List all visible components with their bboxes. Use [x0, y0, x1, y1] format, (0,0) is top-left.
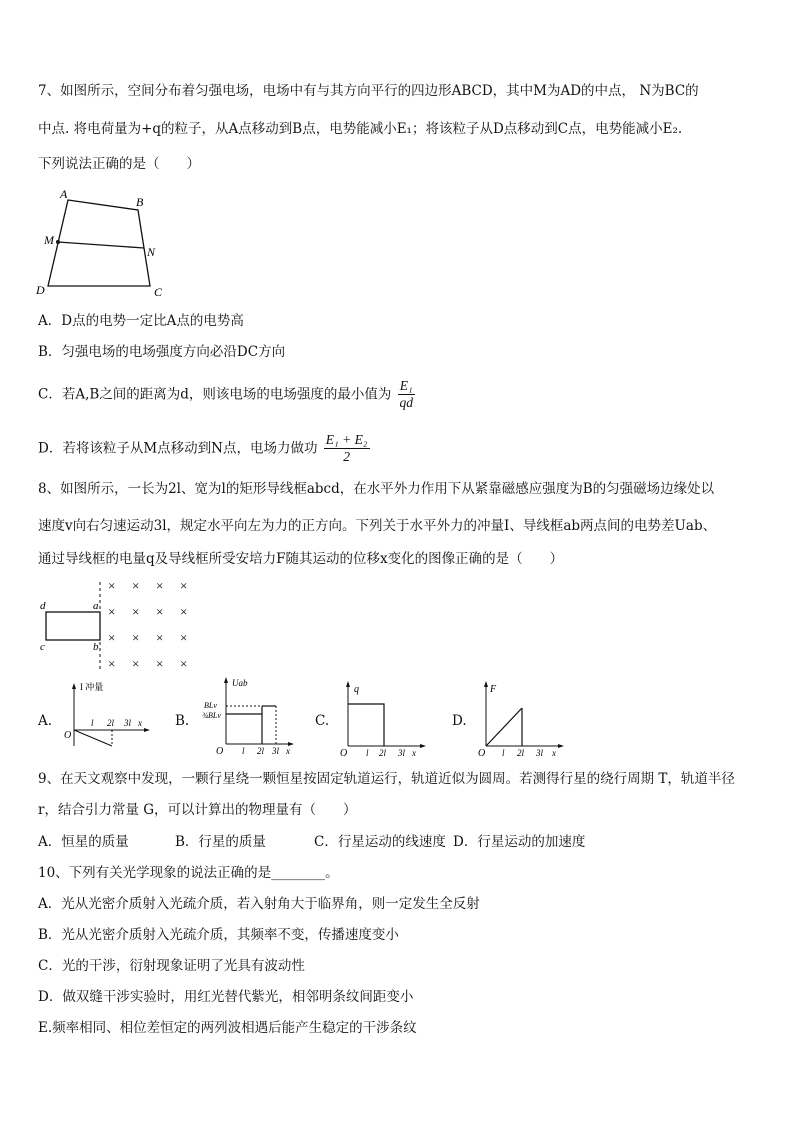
field-cross-mark: ×: [156, 630, 164, 645]
graph-b-y2: ¾BLv: [202, 711, 221, 720]
graph-b-tick-3: 3l: [272, 746, 280, 756]
q8-graph-d: [476, 680, 566, 758]
field-cross-mark: ×: [156, 604, 164, 619]
q7-option-a: A．D点的电势一定比A点的电势高: [38, 313, 244, 329]
graph-b-xlabel: x: [286, 746, 290, 756]
graph-b-ylabel: Uab: [232, 678, 248, 688]
label-d: d: [40, 600, 46, 612]
field-cross-mark: ×: [132, 630, 140, 645]
q8-stem-line1: 8、如图所示，一长为2l、宽为l的矩形导线框abcd，在水平外力作用下从紧靠磁感应强度为B的匀强磁场边缘处以: [38, 481, 715, 497]
q10-option-b: B．光从光密介质射入光疏介质，其频率不变，传播速度变小: [38, 927, 399, 943]
field-cross-mark: ×: [156, 656, 164, 671]
graph-c-origin: O: [340, 748, 348, 759]
label-c: c: [40, 641, 45, 653]
q10-option-d: D．做双缝干涉实验时，用红光替代紫光，相邻明条纹间距变小: [38, 989, 414, 1005]
label-N: N: [147, 245, 156, 259]
q9-stem-line2: r，结合引力常量 G，可以计算出的物理量有（ ）: [38, 802, 357, 818]
label-C: C: [154, 285, 163, 299]
graph-d-ylabel: F: [490, 684, 497, 695]
q10-option-a: A．光从光密介质射入光疏介质，若入射角大于临界角，则一定发生全反射: [38, 896, 480, 912]
q8-graph-c: [338, 680, 428, 758]
graph-c-tick-3: 3l: [398, 748, 406, 758]
field-cross-mark: ×: [132, 578, 140, 593]
q7-option-c-fraction: [398, 378, 415, 411]
q8-frame-field-figure: [36, 578, 206, 673]
q10-stem: 10、下列有关光学现象的说法正确的是________。: [38, 865, 339, 881]
q8-graph-b: [196, 676, 296, 756]
label-a: a: [93, 600, 99, 612]
field-cross-mark: ×: [108, 656, 116, 671]
q8-stem-line2: 速度v向右匀速运动3l，规定水平向左为力的正方向。下列关于水平外力的冲量I、导线框ab两点间的电势差Uab、: [38, 518, 717, 534]
q7-option-b: B．匀强电场的电场强度方向必沿DC方向: [38, 344, 286, 360]
frac-denominator: qd: [399, 395, 413, 410]
field-cross-mark: ×: [108, 604, 116, 619]
graph-a-tick-1: l: [91, 718, 94, 728]
q7-stem-line3: 下列说法正确的是（ ）: [38, 156, 200, 172]
q9-option-c: C．行星运动的线速度: [314, 834, 446, 850]
q10-option-e: E.频率相同、相位差恒定的两列波相遇后能产生稳定的干涉条纹: [38, 1020, 417, 1036]
q7-quadrilateral-figure: [30, 186, 170, 299]
frac-denominator: 2: [343, 449, 351, 464]
field-cross-mark: ×: [132, 656, 140, 671]
field-cross-mark: ×: [108, 630, 116, 645]
graph-a-tick-2: 2l: [107, 718, 115, 728]
graph-a-origin: O: [64, 730, 72, 741]
q8-option-b-label: B.: [175, 713, 190, 729]
graph-a-ylabel: I 冲量: [80, 682, 104, 692]
q7-option-d-fraction: [324, 432, 370, 465]
graph-b-tick-2: 2l: [257, 746, 265, 756]
label-B: B: [136, 195, 144, 209]
field-cross-mark: ×: [180, 604, 188, 619]
graph-c-tick-2: 2l: [379, 748, 387, 758]
q8-option-d-label: D.: [452, 713, 467, 729]
q7-stem-line1: 7、如图所示，空间分布着匀强电场，电场中有与其方向平行的四边形ABCD，其中M为AD的中点， N为BC的: [38, 83, 699, 99]
label-D: D: [36, 283, 45, 297]
graph-c-ylabel: q: [354, 684, 359, 695]
field-cross-mark: ×: [108, 578, 116, 593]
q8-option-c-label: C.: [315, 713, 330, 729]
q9-option-b: B．行星的质量: [175, 834, 266, 850]
graph-d-xlabel: x: [552, 748, 556, 758]
q9-option-d: D．行星运动的加速度: [453, 834, 586, 850]
frac-numerator: E₁: [399, 378, 413, 393]
graph-d-tick-3: 3l: [536, 748, 544, 758]
field-cross-mark: ×: [180, 630, 188, 645]
label-b: b: [93, 641, 99, 653]
graph-c-xlabel: x: [412, 748, 416, 758]
label-A: A: [60, 187, 68, 201]
field-cross-mark: ×: [156, 578, 164, 593]
q8-option-a-label: A.: [38, 713, 53, 729]
graph-c-tick-1: l: [366, 748, 369, 758]
field-cross-mark: ×: [180, 578, 188, 593]
graph-b-origin: O: [216, 746, 224, 757]
label-M: M: [44, 233, 54, 247]
graph-a-xlabel: x: [138, 718, 142, 728]
graph-d-tick-1: l: [502, 748, 505, 758]
q9-option-a: A．恒星的质量: [38, 834, 129, 850]
graph-b-y1: BLv: [204, 701, 217, 710]
graph-a-tick-3: 3l: [124, 718, 132, 728]
graph-b-tick-1: l: [242, 746, 245, 756]
q10-option-c: C．光的干涉，衍射现象证明了光具有波动性: [38, 958, 305, 974]
q7-option-c: [38, 378, 417, 411]
field-cross-mark: ×: [180, 656, 188, 671]
magnetic-field-crosses: [108, 578, 187, 671]
q8-stem-line3: 通过导线框的电量q及导线框所受安培力F随其运动的位移x变化的图像正确的是（ ）: [38, 551, 564, 567]
field-cross-mark: ×: [132, 604, 140, 619]
q7-option-d-text: D．若将该粒子从M点移动到N点，电场力做功: [38, 440, 318, 457]
q8-graph-a: [62, 680, 152, 750]
q7-option-c-text: C．若A,B之间的距离为d，则该电场的电场强度的最小值为: [38, 386, 392, 403]
frac-numerator: E₁ + E₂: [325, 432, 368, 447]
q7-option-d: [38, 432, 372, 465]
graph-d-tick-2: 2l: [517, 748, 525, 758]
q7-stem-line2: 中点. 将电荷量为+q的粒子，从A点移动到B点，电势能减小E₁；将该粒子从D点移动到C点，电势能减小E₂.: [38, 121, 683, 137]
q9-stem-line1: 9、在天文观察中发现，一颗行星绕一颗恒星按固定轨道运行，轨道近似为圆周。若测得行星的绕行周期 T，轨道半径: [38, 771, 735, 787]
graph-d-origin: O: [478, 748, 486, 759]
